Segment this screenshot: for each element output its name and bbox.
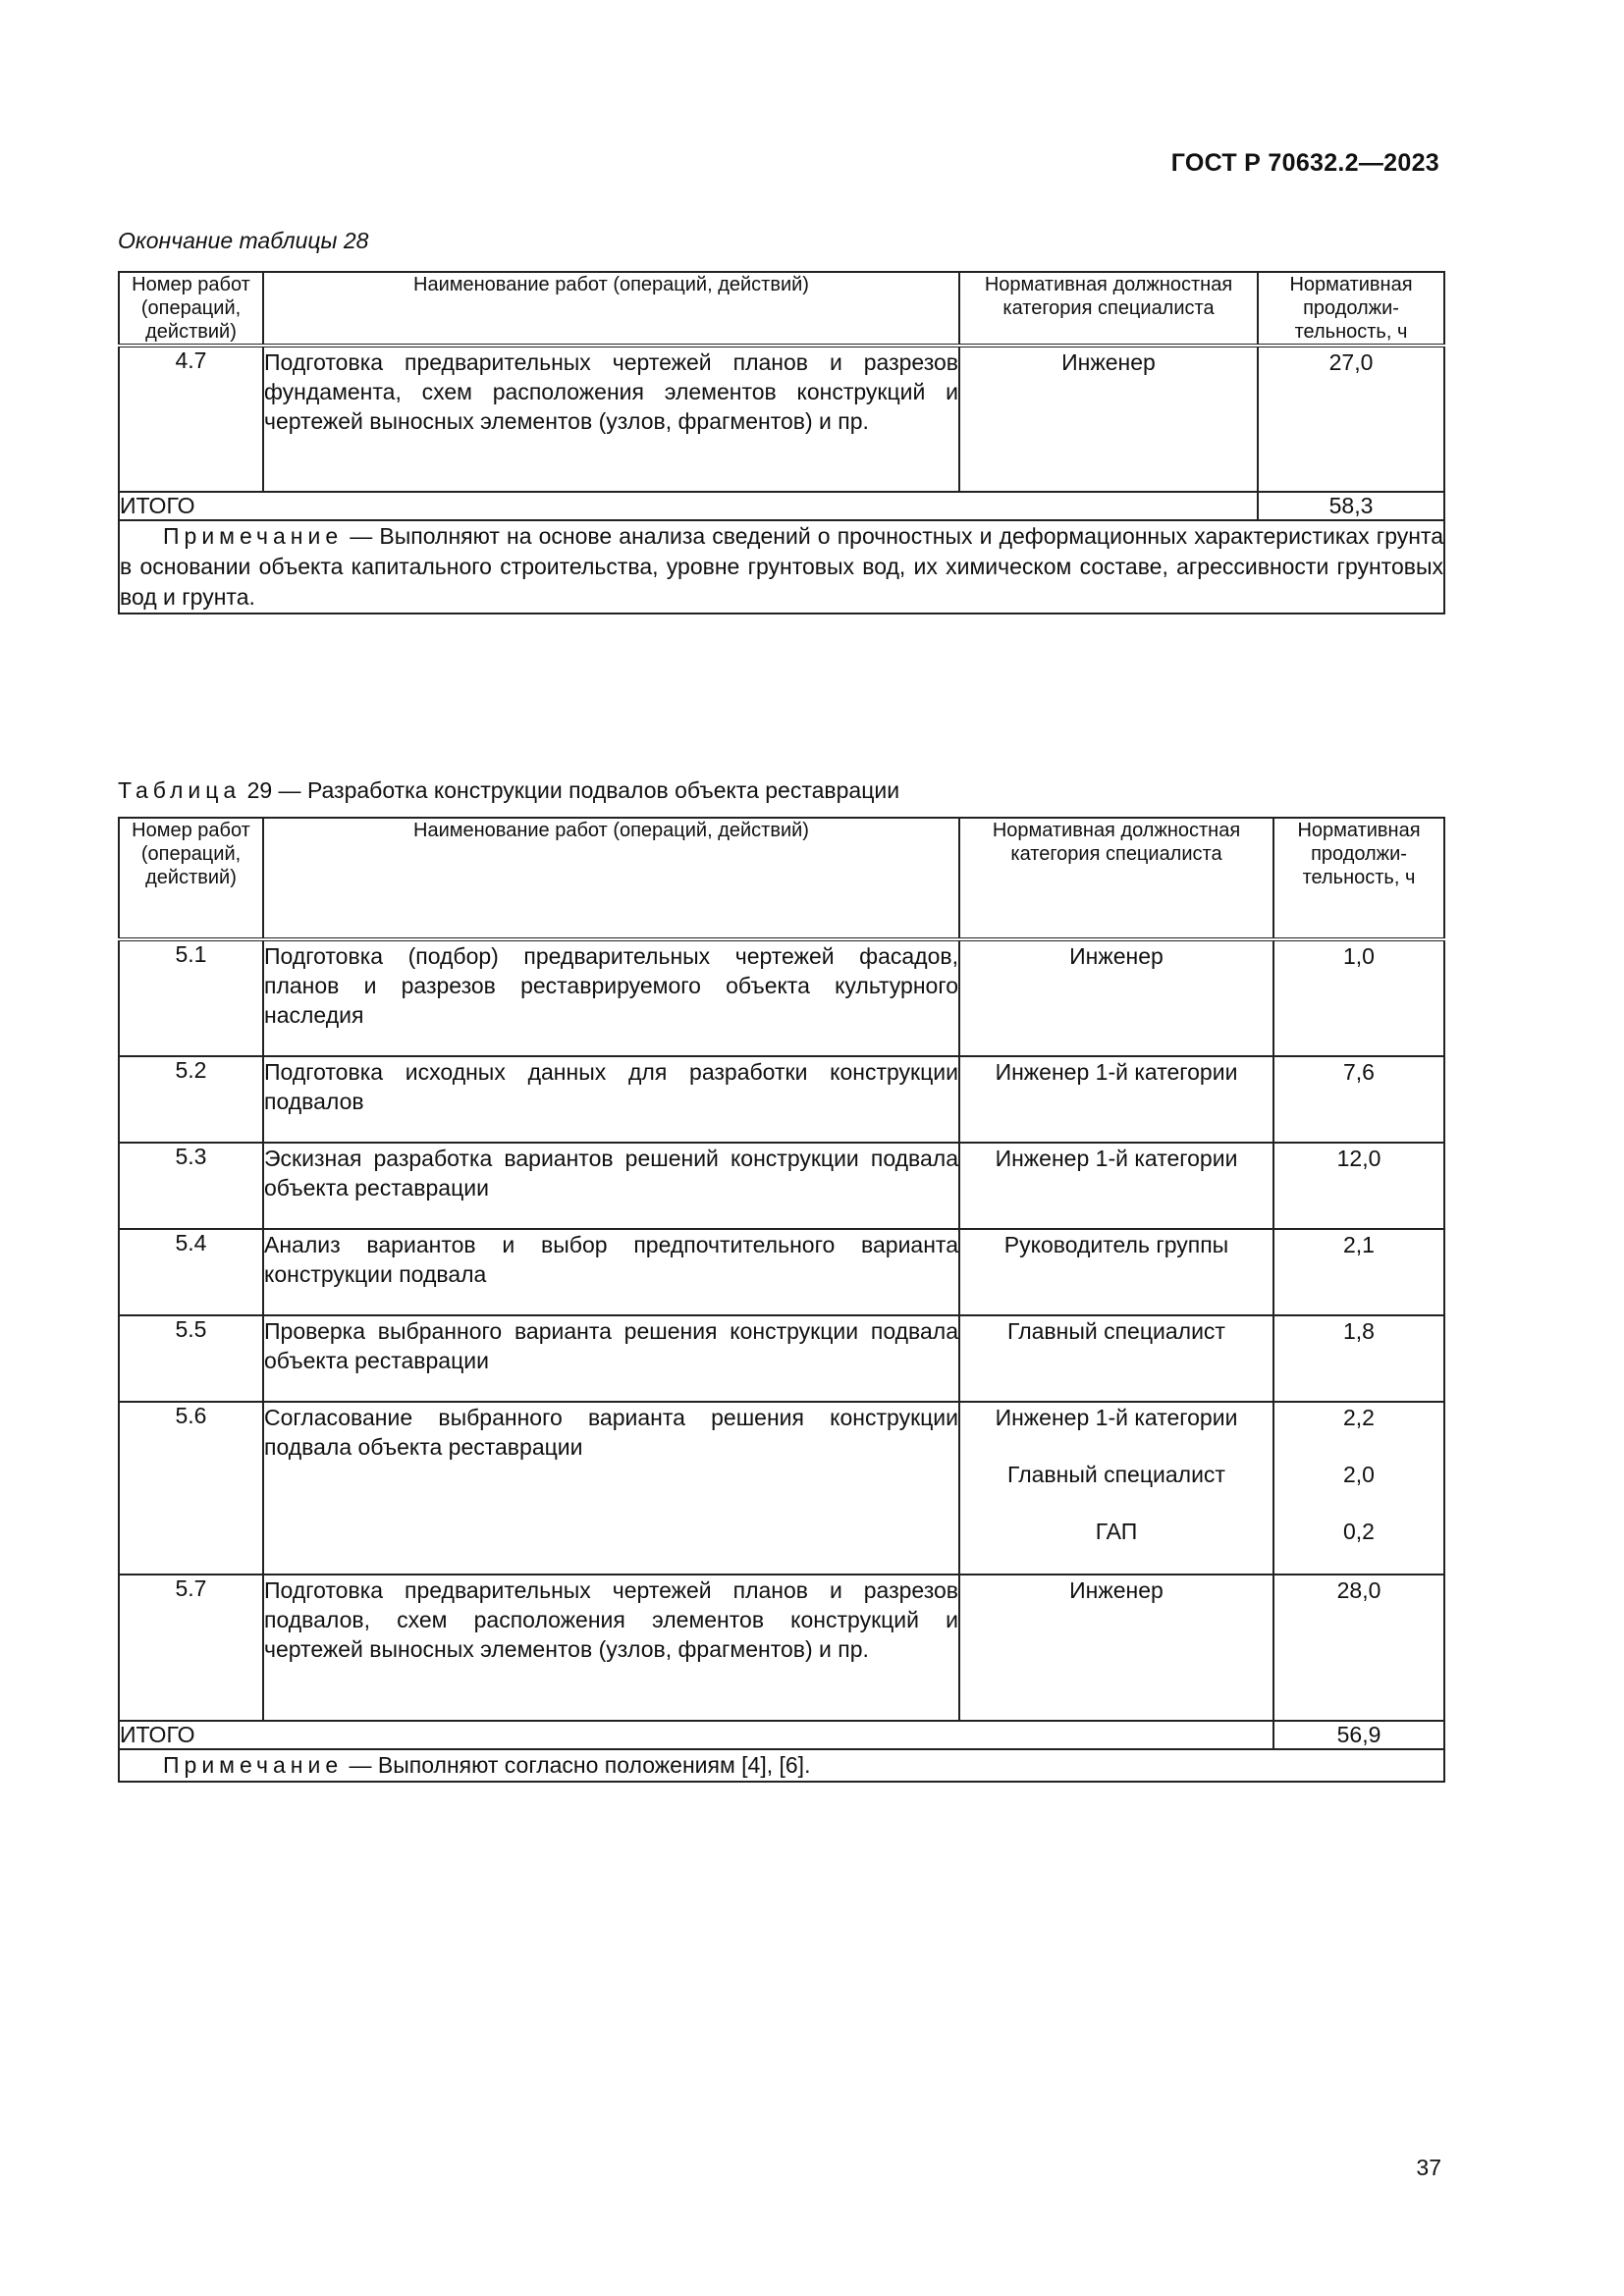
total-label: ИТОГО bbox=[119, 1721, 1273, 1749]
row-name: Согласование выбранного варианта решения конструкции подвала объекта реставрации bbox=[263, 1402, 959, 1575]
column-header-number: Номер работ (операций, действий) bbox=[119, 818, 263, 939]
row-duration: 27,0 bbox=[1258, 346, 1444, 492]
row-duration: 1,0 bbox=[1273, 939, 1444, 1056]
table-row bbox=[119, 1229, 1444, 1315]
row-category: Инженер bbox=[959, 939, 1273, 1056]
total-row bbox=[119, 492, 1444, 520]
row-category: Главный специалист bbox=[959, 1315, 1273, 1402]
note-cell bbox=[119, 1749, 1444, 1782]
note-row bbox=[119, 1749, 1444, 1782]
table-29 bbox=[118, 817, 1445, 1783]
row-name: Подготовка исходных данных для разработки конструкции подвалов bbox=[263, 1056, 959, 1143]
table-row bbox=[119, 346, 1444, 492]
row-number: 5.6 bbox=[119, 1402, 263, 1575]
table-28-caption: Окончание таблицы 28 bbox=[118, 228, 369, 253]
row-duration: 12,0 bbox=[1273, 1143, 1444, 1229]
row-name: Анализ вариантов и выбор предпочтительного варианта конструкции подвала bbox=[263, 1229, 959, 1315]
row-category: Инженер 1-й категории bbox=[959, 1056, 1273, 1143]
row-category: Инженер bbox=[959, 1575, 1273, 1721]
row-name: Подготовка предварительных чертежей планов и разрезов подвалов, схем расположения элементов конструкций и чертежей выносных элементов (узлов, фрагментов) и пр. bbox=[263, 1575, 959, 1721]
row-category: Инженер 1-й категории bbox=[995, 1405, 1238, 1430]
column-header-name: Наименование работ (операций, действий) bbox=[263, 818, 959, 939]
table-row bbox=[119, 1575, 1444, 1721]
row-number: 5.1 bbox=[119, 939, 263, 1056]
table-29-caption-text: 29 — Разработка конструкции подвалов объекта реставрации bbox=[246, 777, 900, 803]
total-label: ИТОГО bbox=[119, 492, 1258, 520]
table-28 bbox=[118, 271, 1445, 614]
column-header-category: Нормативная должностная категория специалиста bbox=[959, 272, 1258, 346]
column-header-duration: Нормативная продолжи- тельность, ч bbox=[1273, 818, 1444, 939]
note-text: — Выполняют согласно положениям [4], [6]. bbox=[349, 1752, 811, 1778]
row-duration: 28,0 bbox=[1273, 1575, 1444, 1721]
row-number: 5.7 bbox=[119, 1575, 263, 1721]
row-category: Инженер 1-й категории bbox=[959, 1143, 1273, 1229]
note-cell bbox=[119, 520, 1444, 614]
row-category: ГАП bbox=[1095, 1519, 1138, 1544]
row-duration: 1,8 bbox=[1273, 1315, 1444, 1402]
column-header-category: Нормативная должностная категория специалиста bbox=[959, 818, 1273, 939]
table-row bbox=[119, 1402, 1444, 1575]
row-number: 4.7 bbox=[119, 346, 263, 492]
note-row bbox=[119, 520, 1444, 614]
table-29-caption bbox=[118, 777, 899, 804]
total-value: 56,9 bbox=[1273, 1721, 1444, 1749]
row-duration: 2,2 bbox=[1343, 1405, 1375, 1430]
row-name: Эскизная разработка вариантов решений конструкции подвала объекта реставрации bbox=[263, 1143, 959, 1229]
note-text: — Выполняют на основе анализа сведений о прочностных и деформационных характеристиках грунта в основании объекта капитального строительства, уровне грунтовых вод, их химическом составе, агрессивности грунтовых вод и грунта. bbox=[120, 523, 1443, 610]
page-number: 37 bbox=[1416, 2155, 1441, 2180]
row-duration-list bbox=[1273, 1402, 1444, 1575]
column-header-number: Номер работ (операций, действий) bbox=[119, 272, 263, 346]
column-header-name: Наименование работ (операций, действий) bbox=[263, 272, 959, 346]
total-row bbox=[119, 1721, 1444, 1749]
table-header-row bbox=[119, 818, 1444, 939]
row-name: Подготовка (подбор) предварительных чертежей фасадов, планов и разрезов реставрируемого объекта культурного наследия bbox=[263, 939, 959, 1056]
table-header-row bbox=[119, 272, 1444, 346]
row-number: 5.3 bbox=[119, 1143, 263, 1229]
table-row bbox=[119, 939, 1444, 1056]
table-row bbox=[119, 1143, 1444, 1229]
document-code: ГОСТ Р 70632.2—2023 bbox=[1170, 149, 1439, 177]
row-category: Руководитель группы bbox=[959, 1229, 1273, 1315]
row-duration: 2,0 bbox=[1343, 1462, 1375, 1487]
table-row bbox=[119, 1056, 1444, 1143]
row-duration: 0,2 bbox=[1343, 1519, 1375, 1544]
row-duration: 2,1 bbox=[1273, 1229, 1444, 1315]
row-number: 5.5 bbox=[119, 1315, 263, 1402]
row-category: Инженер bbox=[959, 346, 1258, 492]
row-name: Проверка выбранного варианта решения конструкции подвала объекта реставрации bbox=[263, 1315, 959, 1402]
table-row bbox=[119, 1315, 1444, 1402]
row-category-list bbox=[959, 1402, 1273, 1575]
table-29-caption-label: Таблица bbox=[118, 777, 242, 803]
total-value: 58,3 bbox=[1258, 492, 1444, 520]
row-name: Подготовка предварительных чертежей планов и разрезов фундамента, схем расположения элементов конструкций и чертежей выносных элементов (узлов, фрагментов) и пр. bbox=[263, 346, 959, 492]
note-label: Примечание bbox=[163, 1752, 344, 1778]
row-number: 5.4 bbox=[119, 1229, 263, 1315]
column-header-duration: Нормативная продолжи- тельность, ч bbox=[1258, 272, 1444, 346]
row-number: 5.2 bbox=[119, 1056, 263, 1143]
note-label: Примечание bbox=[163, 523, 344, 549]
row-category: Главный специалист bbox=[1007, 1462, 1225, 1487]
row-duration: 7,6 bbox=[1273, 1056, 1444, 1143]
